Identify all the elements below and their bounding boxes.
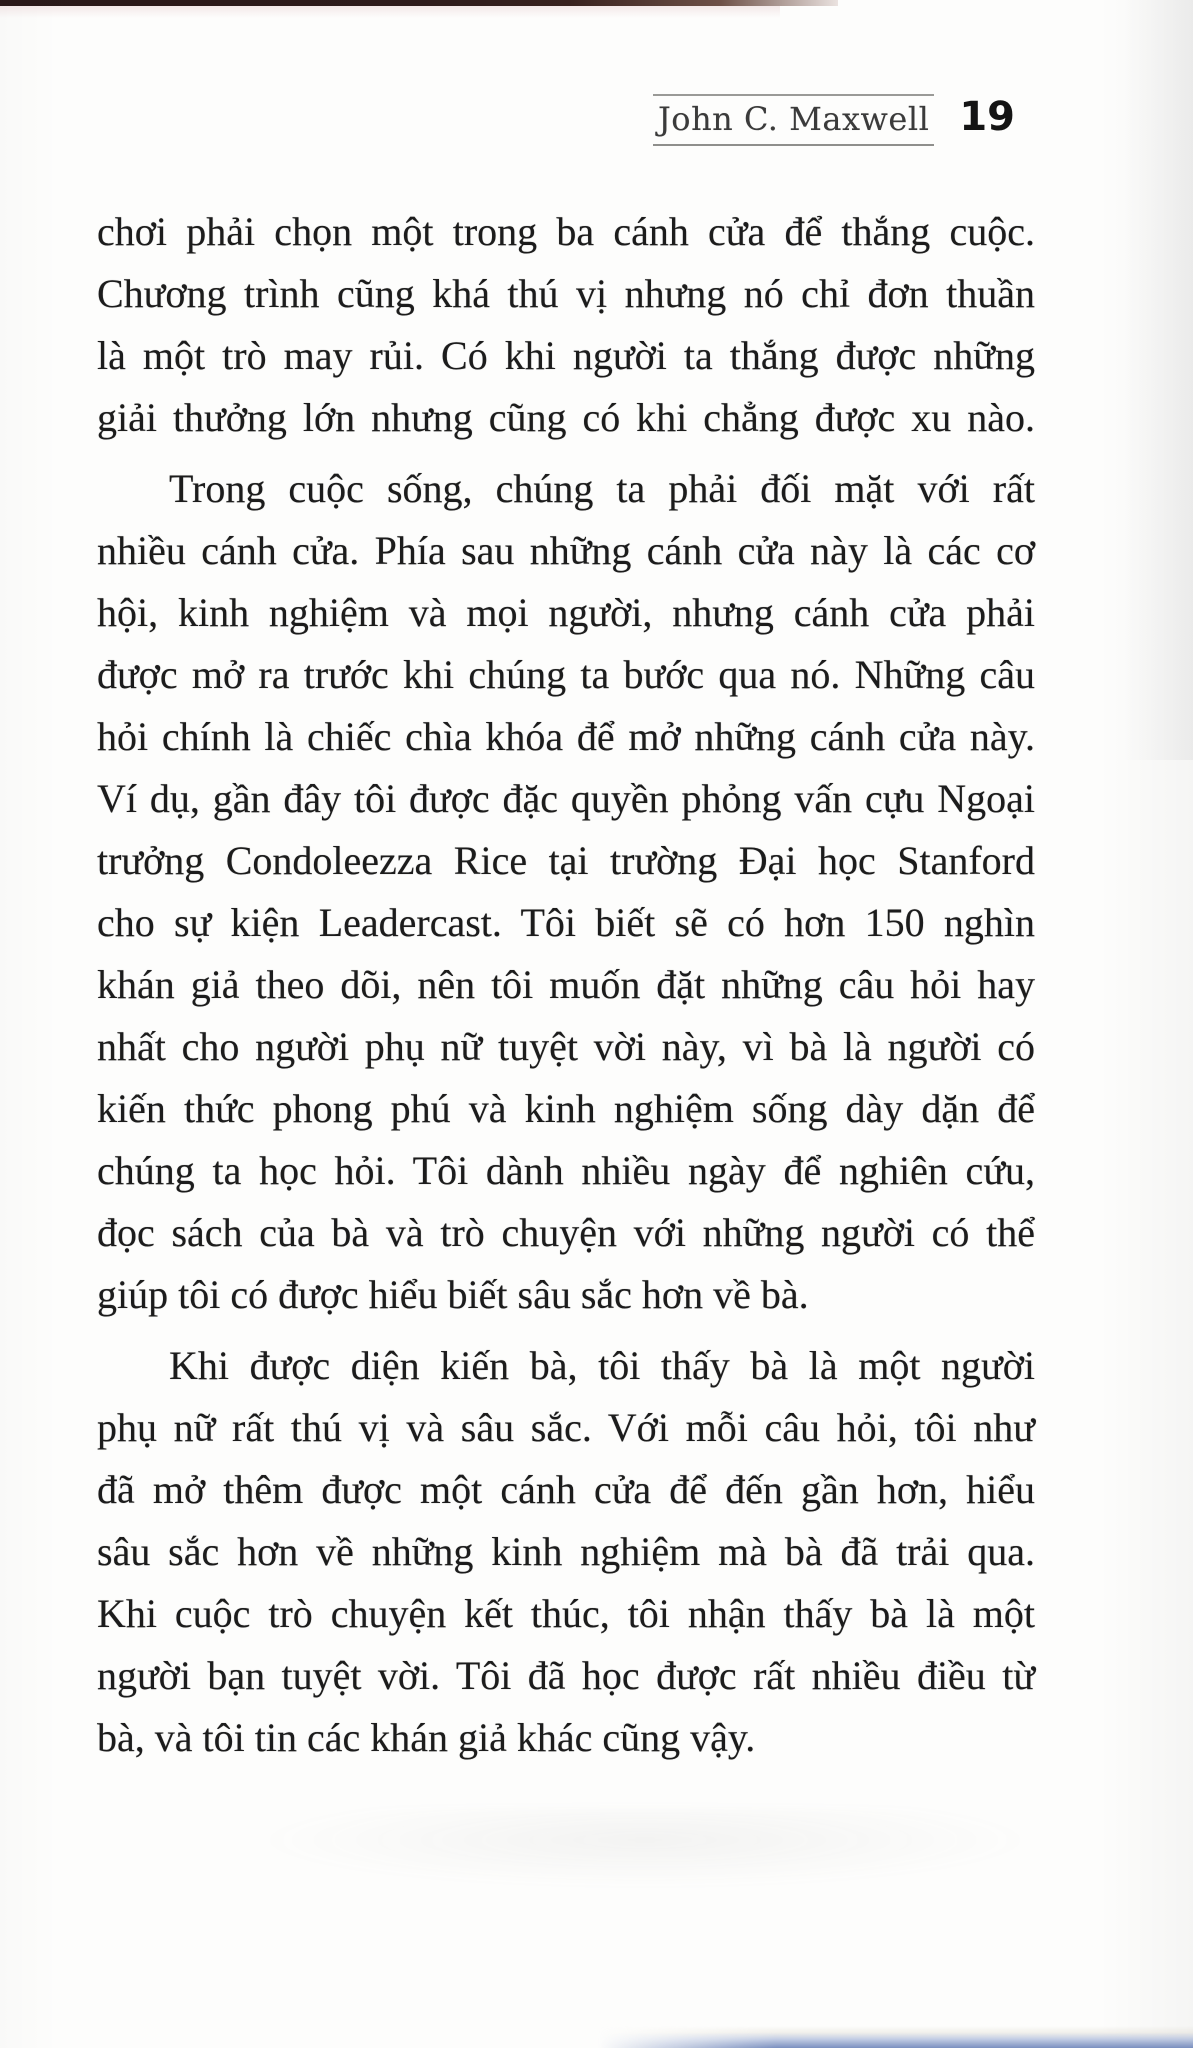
- text-line: cho sự kiện Leadercast. Tôi biết sẽ có hơn 150 nghìn: [97, 900, 1035, 945]
- text-line: bà, và tôi tin các khán giả khác cũng vậy.: [97, 1715, 756, 1760]
- text-line: đã mở thêm được một cánh cửa để đến gần hơn, hiểu: [97, 1467, 1035, 1512]
- text-line: được mở ra trước khi chúng ta bước qua nó. Những câu: [97, 652, 1035, 697]
- text-line: kiến thức phong phú và kinh nghiệm sống dày dặn để: [97, 1086, 1035, 1131]
- running-header: [653, 94, 1015, 146]
- page-body: [97, 201, 1035, 1769]
- page-number: 19: [959, 94, 1015, 140]
- text-line: chúng ta học hỏi. Tôi dành nhiều ngày để nghiên cứu,: [97, 1148, 1035, 1193]
- page-edge-shading: [1123, 0, 1193, 760]
- text-line: Chương trình cũng khá thú vị nhưng nó chỉ đơn thuần: [97, 271, 1035, 316]
- text-line: nhất cho người phụ nữ tuyệt vời này, vì bà là người có: [97, 1024, 1035, 1069]
- page-curl-shadow: [598, 2022, 1193, 2048]
- text-line: Khi được diện kiến bà, tôi thấy bà là một người: [169, 1343, 1035, 1388]
- text-line: Khi cuộc trò chuyện kết thúc, tôi nhận thấy bà là một: [97, 1591, 1035, 1636]
- bleed-through-smudge: [255, 1808, 1035, 1888]
- text-line: hỏi chính là chiếc chìa khóa để mở những cánh cửa này.: [97, 714, 1035, 759]
- text-line: giúp tôi có được hiểu biết sâu sắc hơn về bà.: [97, 1272, 809, 1317]
- paragraph: [97, 1335, 1035, 1769]
- text-line: chơi phải chọn một trong ba cánh cửa để thắng cuộc.: [97, 209, 1035, 254]
- text-line: đọc sách của bà và trò chuyện với những người có thể: [97, 1210, 1035, 1255]
- scan-edge-haze: [0, 6, 780, 18]
- text-line: người bạn tuyệt vời. Tôi đã học được rất nhiều điều từ: [97, 1653, 1035, 1698]
- paragraph: [97, 458, 1035, 1326]
- text-line: Trong cuộc sống, chúng ta phải đối mặt với rất: [169, 466, 1035, 511]
- text-line: giải thưởng lớn nhưng cũng có khi chẳng được xu nào.: [97, 395, 1035, 440]
- text-line: Ví dụ, gần đây tôi được đặc quyền phỏng vấn cựu Ngoại: [97, 776, 1035, 821]
- text-line: nhiều cánh cửa. Phía sau những cánh cửa này là các cơ: [97, 528, 1035, 573]
- paragraph: [97, 201, 1035, 449]
- text-line: khán giả theo dõi, nên tôi muốn đặt những câu hỏi hay: [97, 962, 1035, 1007]
- text-line: hội, kinh nghiệm và mọi người, nhưng cánh cửa phải: [97, 590, 1035, 635]
- text-line: là một trò may rủi. Có khi người ta thắng được những: [97, 333, 1035, 378]
- text-line: trưởng Condoleezza Rice tại trường Đại học Stanford: [97, 838, 1035, 883]
- text-line: sâu sắc hơn về những kinh nghiệm mà bà đã trải qua.: [97, 1529, 1035, 1574]
- author-name: John C. Maxwell: [657, 100, 930, 138]
- author-rule-box: [653, 94, 934, 146]
- text-line: phụ nữ rất thú vị và sâu sắc. Với mỗi câu hỏi, tôi như: [97, 1405, 1035, 1450]
